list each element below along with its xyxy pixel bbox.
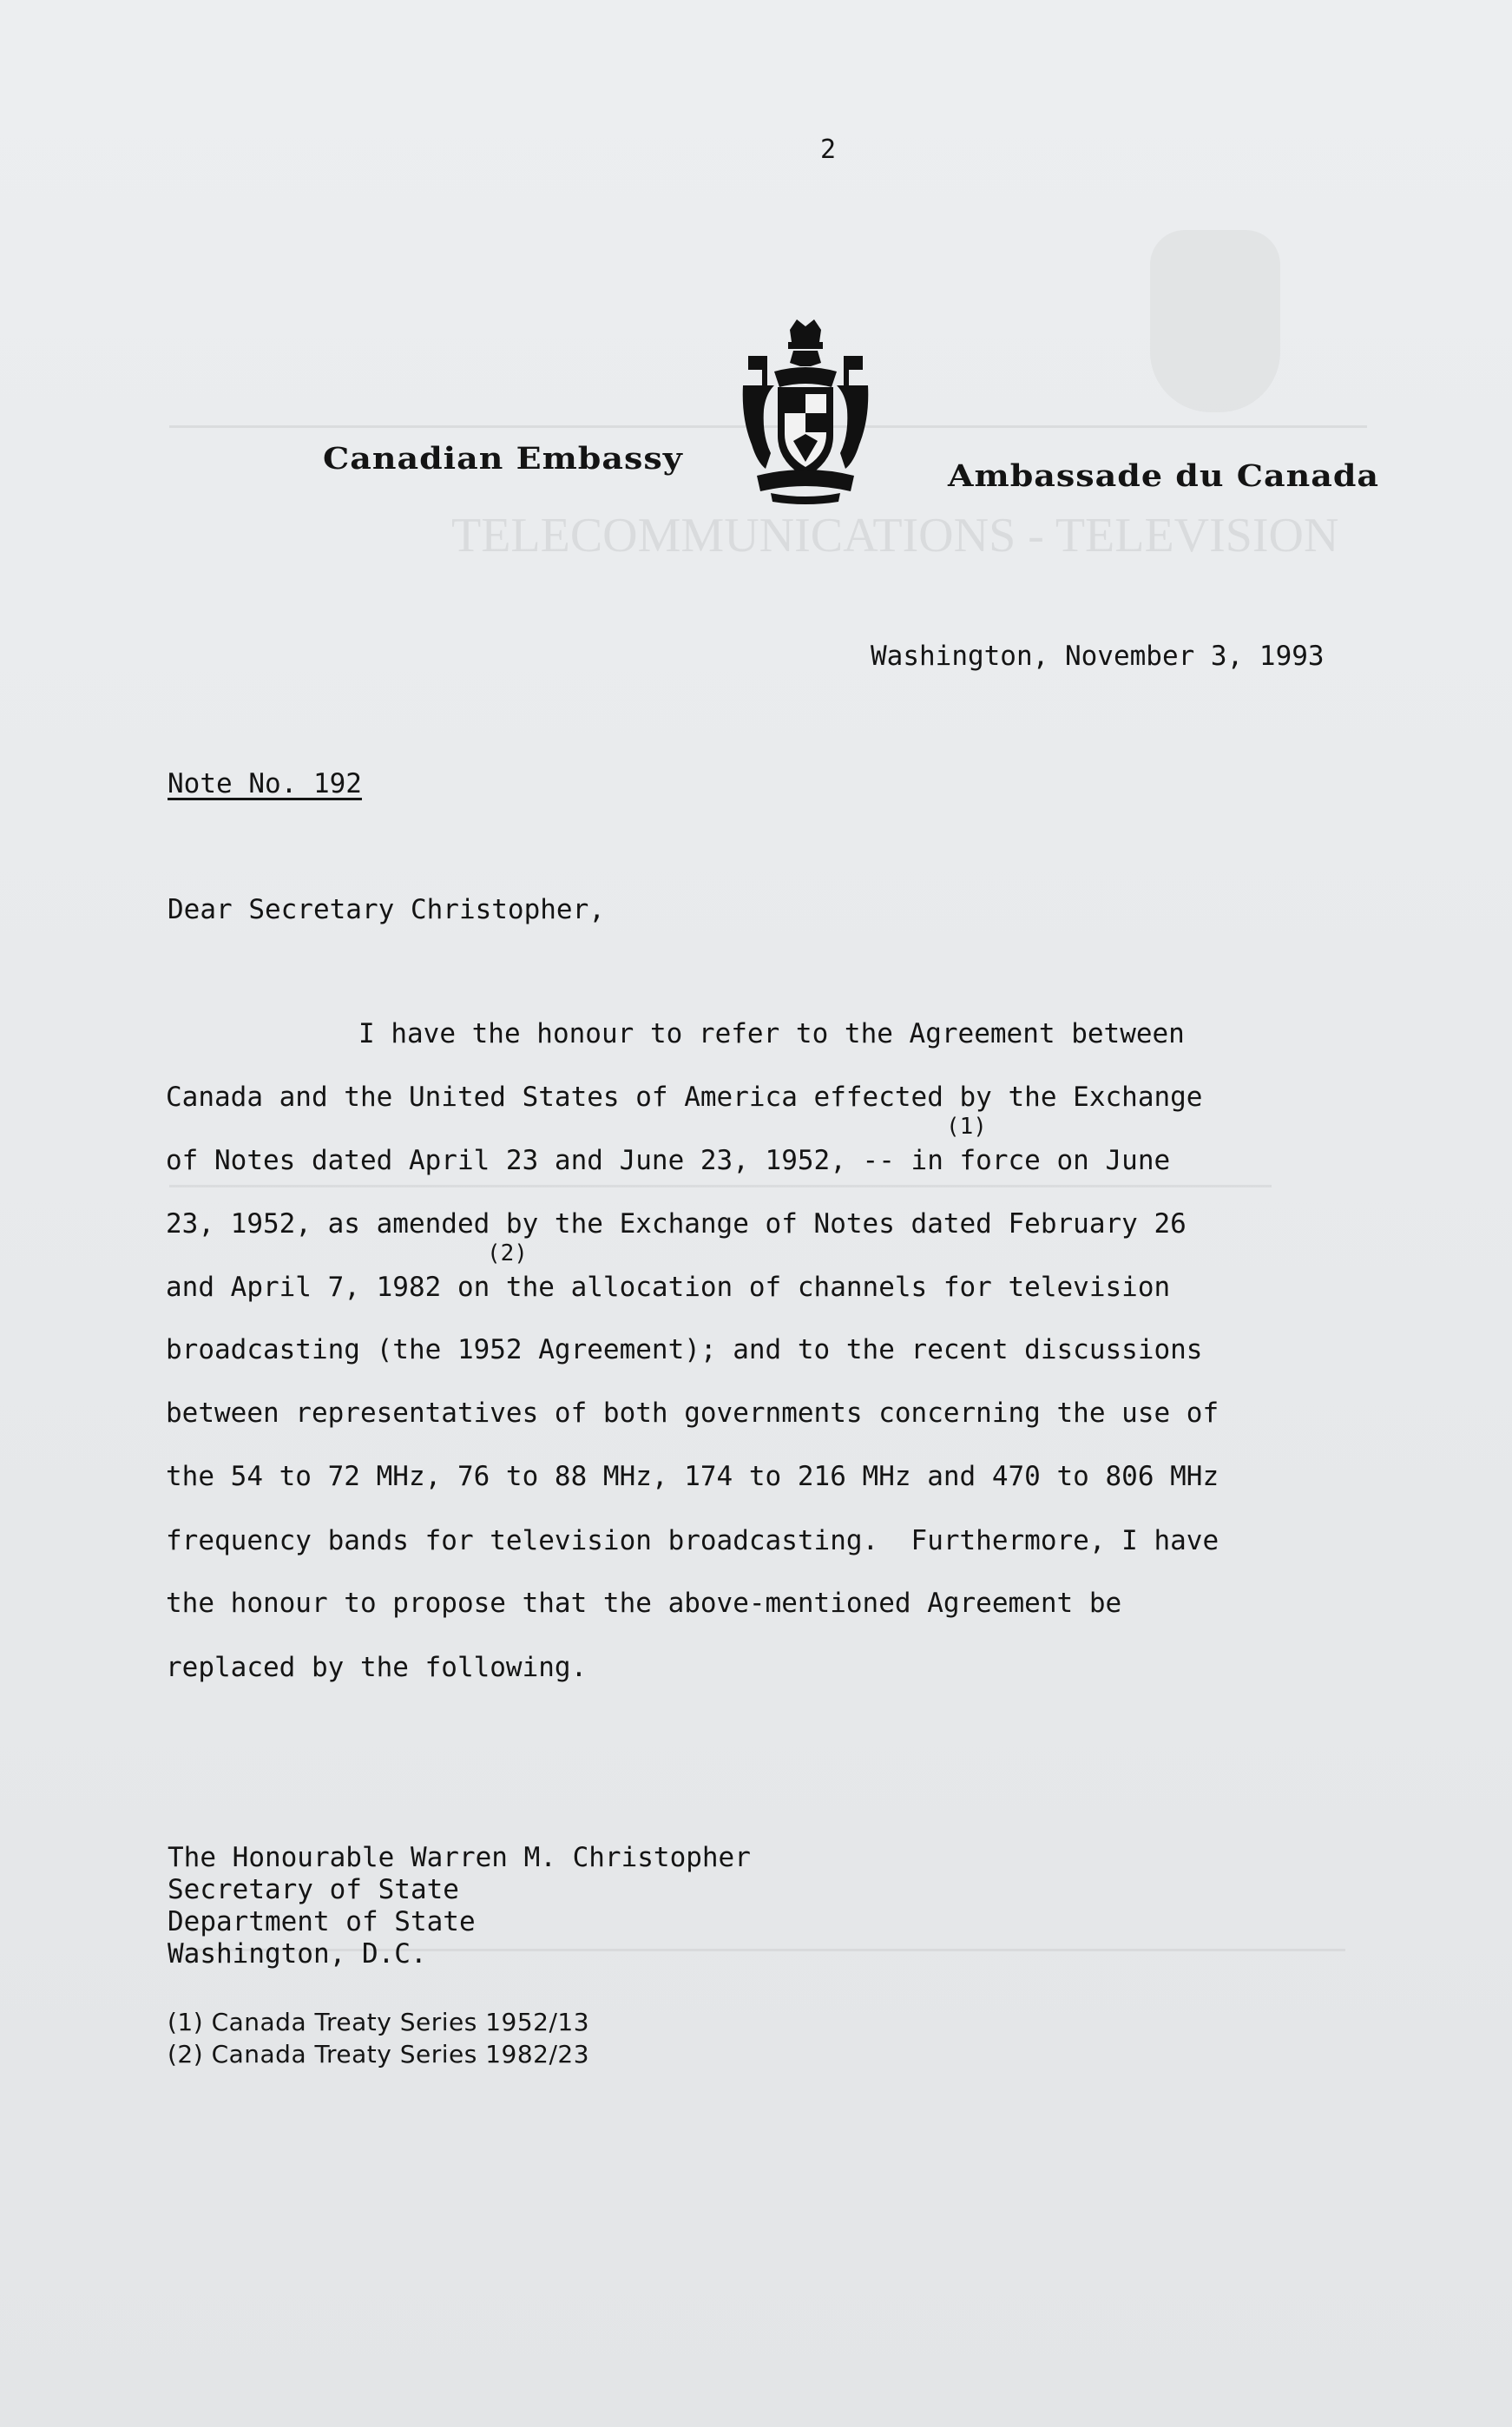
addressee-line: The Honourable Warren M. Christopher <box>168 1842 751 1873</box>
body-line: I have the honour to refer to the Agreement between <box>358 1018 1185 1049</box>
body-line: frequency bands for television broadcasting. Furthermore, I have <box>166 1525 1219 1556</box>
body-line: of Notes dated April 23 and June 23, 1952, -- in force on June <box>166 1145 1171 1176</box>
addressee-line: Department of State <box>168 1906 476 1937</box>
note-number: Note No. 192 <box>168 768 362 799</box>
date-line: Washington, November 3, 1993 <box>871 641 1325 672</box>
canadian-coat-of-arms-icon <box>736 314 875 505</box>
addressee-line: Secretary of State <box>168 1874 459 1905</box>
footnote-reference: (1) <box>946 1114 987 1140</box>
show-through-crest <box>1150 230 1280 412</box>
footnote: (2) Canada Treaty Series 1982/23 <box>168 2040 590 2069</box>
body-line: and April 7, 1982 on the allocation of channels for television <box>166 1272 1171 1303</box>
body-line: the 54 to 72 MHz, 76 to 88 MHz, 174 to 216 MHz and 470 to 806 MHz <box>166 1461 1219 1492</box>
body-line: 23, 1952, as amended by the Exchange of Notes dated February 26 <box>166 1208 1187 1240</box>
footnote: (1) Canada Treaty Series 1952/13 <box>168 2008 590 2036</box>
show-through-text: TELECOMMUNICATIONS - TELEVISION <box>451 509 1339 562</box>
body-line: replaced by the following. <box>166 1652 588 1683</box>
letterhead-english: Canadian Embassy <box>323 439 683 477</box>
page-number: 2 <box>820 135 837 165</box>
addressee-line: Washington, D.C. <box>168 1938 427 1970</box>
show-through-rule <box>169 1185 1272 1187</box>
salutation: Dear Secretary Christopher, <box>168 894 605 925</box>
letterhead-french: Ambassade du Canada <box>948 457 1380 494</box>
body-line: between representatives of both governments concerning the use of <box>166 1398 1219 1429</box>
body-line: the honour to propose that the above-mentioned Agreement be <box>166 1588 1122 1619</box>
body-line: broadcasting (the 1952 Agreement); and to the recent discussions <box>166 1334 1203 1365</box>
footnote-reference: (2) <box>487 1240 528 1266</box>
body-line: Canada and the United States of America effected by the Exchange <box>166 1082 1203 1113</box>
